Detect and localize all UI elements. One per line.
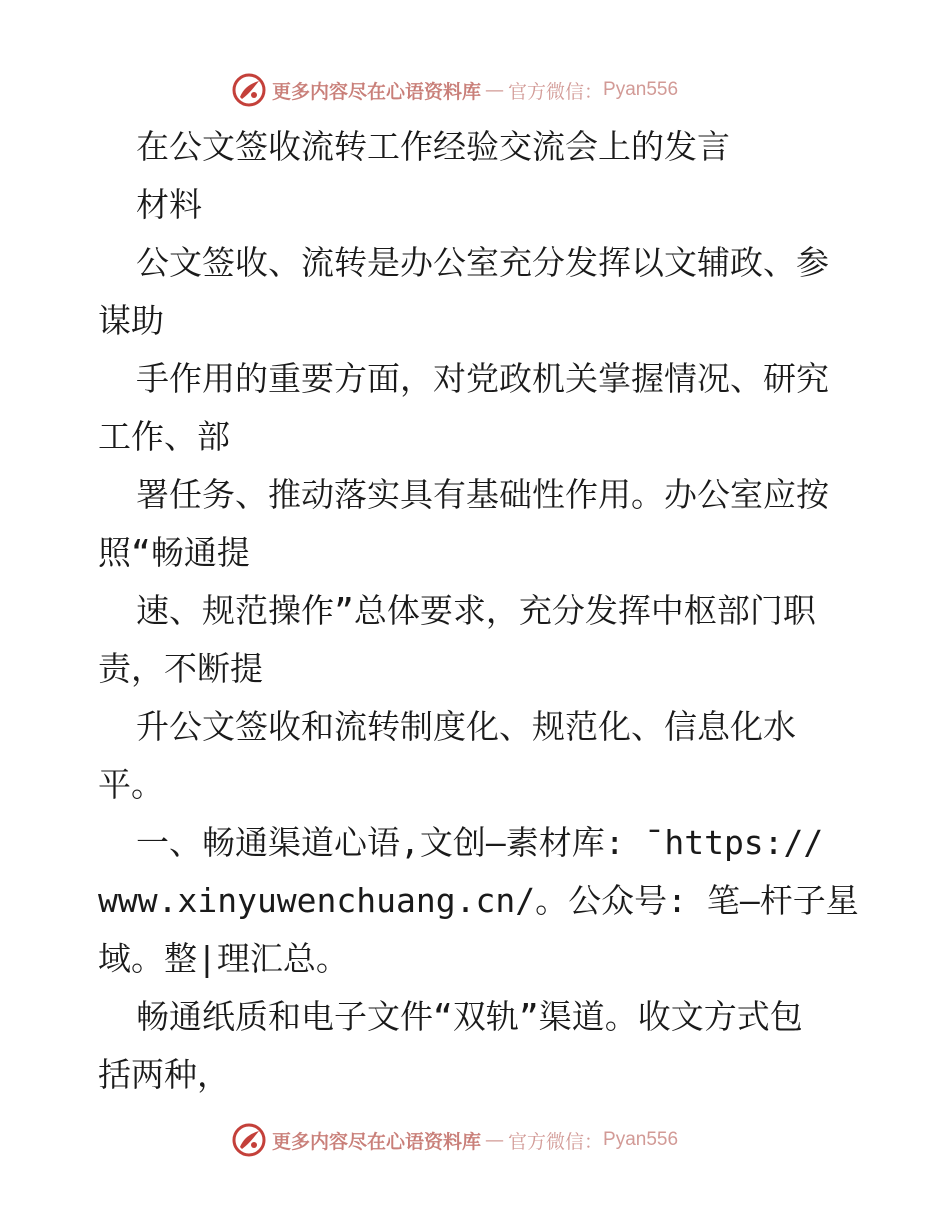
ink-logo-icon xyxy=(232,1123,266,1157)
paragraph-line: 畅通纸质和电子文件“双轨”渠道。收文方式包 xyxy=(136,997,803,1036)
watermark-separator: — xyxy=(485,79,505,101)
paragraph-line: 照“畅通提 xyxy=(98,533,250,572)
watermark-handle: Pyan556 xyxy=(603,79,679,100)
watermark-suffix-text: 官方微信： xyxy=(508,80,604,103)
paragraph-line: 署任务、推动落实具有基础性作用。办公室应按 xyxy=(136,475,829,514)
document-body xyxy=(98,118,858,1104)
section-heading-line: www.xinyuwenchuang.cn/。公众号: 笔—杆子星 xyxy=(98,881,859,920)
paragraph-line: 括两种， xyxy=(98,1055,230,1094)
section-heading-line: 域。整|理汇总。 xyxy=(98,939,349,978)
paragraph-line: 公文签收、流转是办公室充分发挥以文辅政、参 xyxy=(136,243,829,282)
section-heading-line: 一、畅通渠道心语,文创—素材库: ¯https:// xyxy=(136,823,824,862)
footer-watermark xyxy=(232,1120,678,1160)
ink-logo-icon xyxy=(232,73,266,107)
watermark-suffix-text: 官方微信： xyxy=(508,1130,604,1153)
paragraph-line: 平。 xyxy=(98,765,164,804)
document-title-line: 材料 xyxy=(136,185,202,224)
paragraph-line: 工作、部 xyxy=(98,417,230,456)
watermark-handle: Pyan556 xyxy=(603,1129,679,1150)
document-title-line: 在公文签收流转工作经验交流会上的发言 xyxy=(136,127,730,166)
paragraph-line: 责，不断提 xyxy=(98,649,263,688)
paragraph-line: 手作用的重要方面，对党政机关掌握情况、研究 xyxy=(136,359,829,398)
header-watermark xyxy=(232,70,678,110)
watermark-brand-text: 更多内容尽在心语资料库 xyxy=(272,80,482,103)
paragraph-line: 升公文签收和流转制度化、规范化、信息化水 xyxy=(136,707,796,746)
watermark-separator: — xyxy=(485,1129,505,1151)
watermark-brand-text: 更多内容尽在心语资料库 xyxy=(272,1130,482,1153)
paragraph-line: 速、规范操作”总体要求，充分发挥中枢部门职 xyxy=(136,591,816,630)
paragraph-line: 谋助 xyxy=(98,301,164,340)
